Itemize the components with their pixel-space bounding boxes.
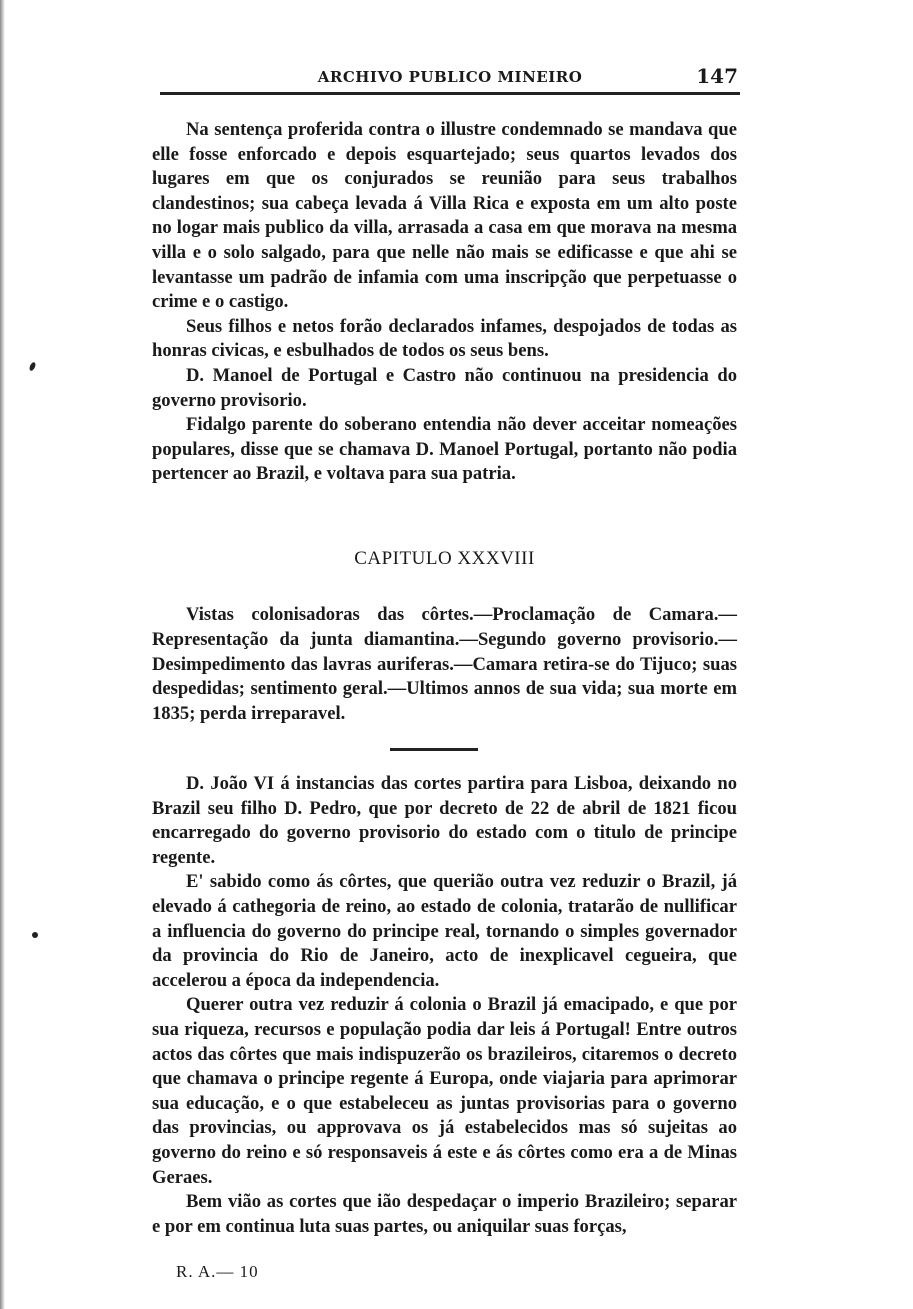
running-head: ARCHIVO PUBLICO MINEIRO — [317, 68, 583, 86]
page-header — [160, 62, 740, 90]
paragraph: D. Manoel de Portugal e Castro não continuou na presidencia do governo provisorio. — [152, 364, 737, 411]
paragraph: Seus filhos e netos forão declarados infames, despojados de todas as honras civicas, e esbulhados de todos os seus bens. — [152, 315, 737, 362]
ink-speck — [32, 932, 38, 938]
section-text-1 — [152, 118, 737, 487]
chapter-summary — [152, 603, 737, 727]
chapter-title: CAPITULO XXXVIII — [354, 548, 535, 569]
paragraph: Bem vião as cortes que ião despedaçar o imperio Brazileiro; separar e por em continua luta suas partes, ou aniquilar suas forças, — [152, 1191, 737, 1237]
paragraph: E' sabido como ás côrtes, que querião outra vez reduzir o Brazil, já elevado á cathegoria de reino, ao estado de colonia, tratarão de nullificar a influencia do governo do principe real, tornando o simples governador da provincia do Rio de Janeiro, acto de inexplicavel cegueira, que accelerou a época da independencia. — [152, 871, 737, 991]
paragraph: D. João VI á instancias das cortes partira para Lisboa, deixando no Brazil seu filho D. Pedro, que por decreto de 22 de abril de 1821 ficou encarregado do governo provisorio do estado com o titulo de principe regente. — [152, 773, 737, 868]
page-number: 147 — [696, 64, 738, 88]
header-rule — [160, 92, 740, 95]
paragraph: Fidalgo parente do soberano entendia não dever acceitar nomeações populares, disse que se chamava D. Manoel Portugal, portanto não podia pertencer ao Brazil, e voltava para sua patria. — [152, 414, 737, 485]
summary-text: Vistas colonisadoras das côrtes.—Proclamação de Camara.—Representação da junta diamantina.—Segundo governo provisorio.—Desimpedimento das lavras auriferas.—Camara retira-se do Tijuco; suas despedidas; sentimento geral.—Ultimos annos de sua vida; sua morte em 1835; perda irreparavel. — [152, 604, 737, 725]
page-edge-shadow — [0, 0, 5, 1309]
ink-speck — [28, 361, 36, 371]
section-text-2 — [152, 772, 737, 1239]
paragraph: Querer outra vez reduzir á colonia o Brazil já emacipado, e que por sua riqueza, recursos e população podia dar leis á Portugal! Entre outros actos das côrtes que mais indispuzerão os brazileiros, citaremos o decreto que chamava o principe regente á Europa, onde viajaria para aprimorar sua educação, e o que estabeleceu as juntas provisorias para o governo das provincias, ou approvava os já estabelecidos mas só sujeitas ao governo do reino e só responsaveis á este e ás côrtes como era a de Minas Geraes. — [152, 994, 737, 1188]
signature-mark: R. A.— 10 — [176, 1262, 259, 1281]
paragraph: Na sentença proferida contra o illustre condemnado se mandava que elle fosse enforcado e depois esquartejado; seus quartos levados dos lugares em que os conjurados se reunião para seus trabalhos clandestinos; sua cabeça levada á Villa Rica e exposta em um alto poste no logar mais publico da villa, arrasada a casa em que morava na mesma villa e o solo salgado, para que nelle não mais se edificasse e que ahi se levantasse um padrão de infamia com uma inscripção que perpetuasse o crime e o castigo. — [152, 119, 737, 313]
section-divider — [390, 748, 478, 751]
